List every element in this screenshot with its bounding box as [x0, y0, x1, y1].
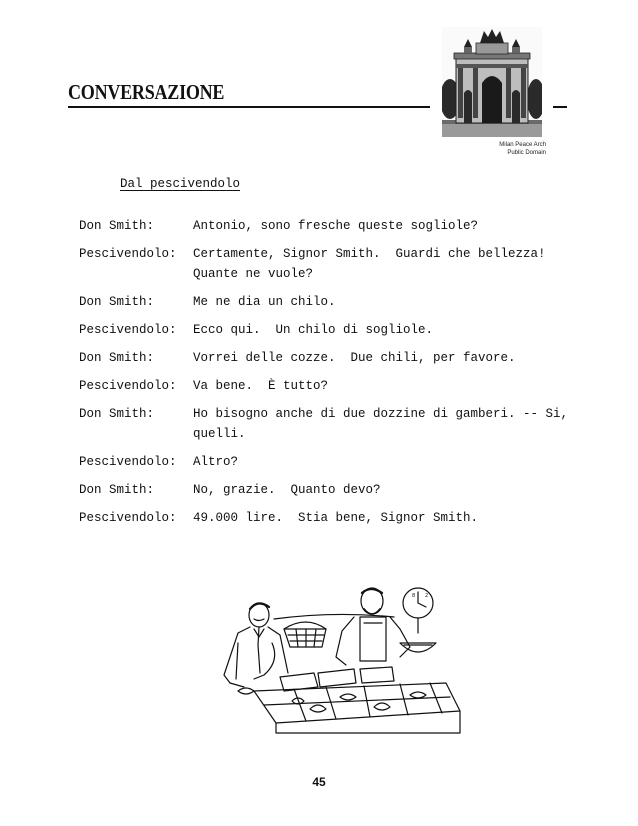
speaker: Pescivendolo:: [79, 379, 177, 393]
speech: Certamente, Signor Smith. Guardi che bellezza! Quante ne vuole?: [193, 247, 546, 281]
speech: Vorrei delle cozze. Due chili, per favore.: [193, 351, 516, 365]
speech: 49.000 lire. Stia bene, Signor Smith.: [193, 511, 479, 525]
dialogue-line: [79, 348, 589, 368]
dialogue-line: [79, 480, 589, 500]
speaker: Pescivendolo:: [79, 247, 177, 261]
heading-rule-end: [553, 106, 567, 108]
scale: [400, 588, 436, 652]
page-number: 45: [312, 775, 326, 789]
svg-text:2: 2: [425, 593, 429, 599]
speaker: Don Smith:: [79, 219, 155, 233]
speech: Ho bisogno anche di due dozzine di gamberi. -- Si, quelli.: [193, 407, 569, 441]
speaker: Don Smith:: [79, 351, 155, 365]
speaker: Don Smith:: [79, 295, 155, 309]
dialogue-line: [79, 320, 589, 340]
dialogue-line: [79, 244, 589, 284]
photo-credit: [466, 141, 546, 157]
dialogue-line: [79, 404, 589, 444]
dialogue-line: [79, 292, 589, 312]
speaker: Pescivendolo:: [79, 455, 177, 469]
dialogue-line: [79, 376, 589, 396]
dialogue-title: Dal pescivendolo: [120, 177, 241, 191]
speech: Ecco qui. Un chilo di sogliole.: [193, 323, 434, 337]
speech: Me ne dia un chilo.: [193, 295, 336, 309]
fish-market-illustration: [214, 583, 464, 735]
section-heading: CONVERSAZIONE: [68, 80, 225, 104]
customer-figure: [224, 603, 288, 687]
fishmonger-figure: [336, 588, 410, 665]
photo-credit-title: Milan Peace Arch: [499, 142, 546, 148]
speech: No, grazie. Quanto devo?: [193, 483, 381, 497]
dialogue: [79, 216, 589, 536]
basket: [284, 622, 326, 647]
peace-arch-photo: [442, 27, 542, 137]
fish-counter: [238, 667, 460, 733]
speaker: Pescivendolo:: [79, 511, 177, 525]
svg-text:8: 8: [412, 593, 416, 599]
speaker: Pescivendolo:: [79, 323, 177, 337]
dialogue-line: [79, 508, 589, 528]
dialogue-line: [79, 216, 589, 236]
speaker: Don Smith:: [79, 483, 155, 497]
speaker: Don Smith:: [79, 407, 155, 421]
speech: Antonio, sono fresche queste sogliole?: [193, 219, 479, 233]
dialogue-line: [79, 452, 589, 472]
speech: Altro?: [193, 455, 239, 469]
photo-credit-license: Public Domain: [507, 150, 546, 156]
heading-rule: [68, 106, 430, 108]
speech: Va bene. È tutto?: [193, 379, 329, 393]
